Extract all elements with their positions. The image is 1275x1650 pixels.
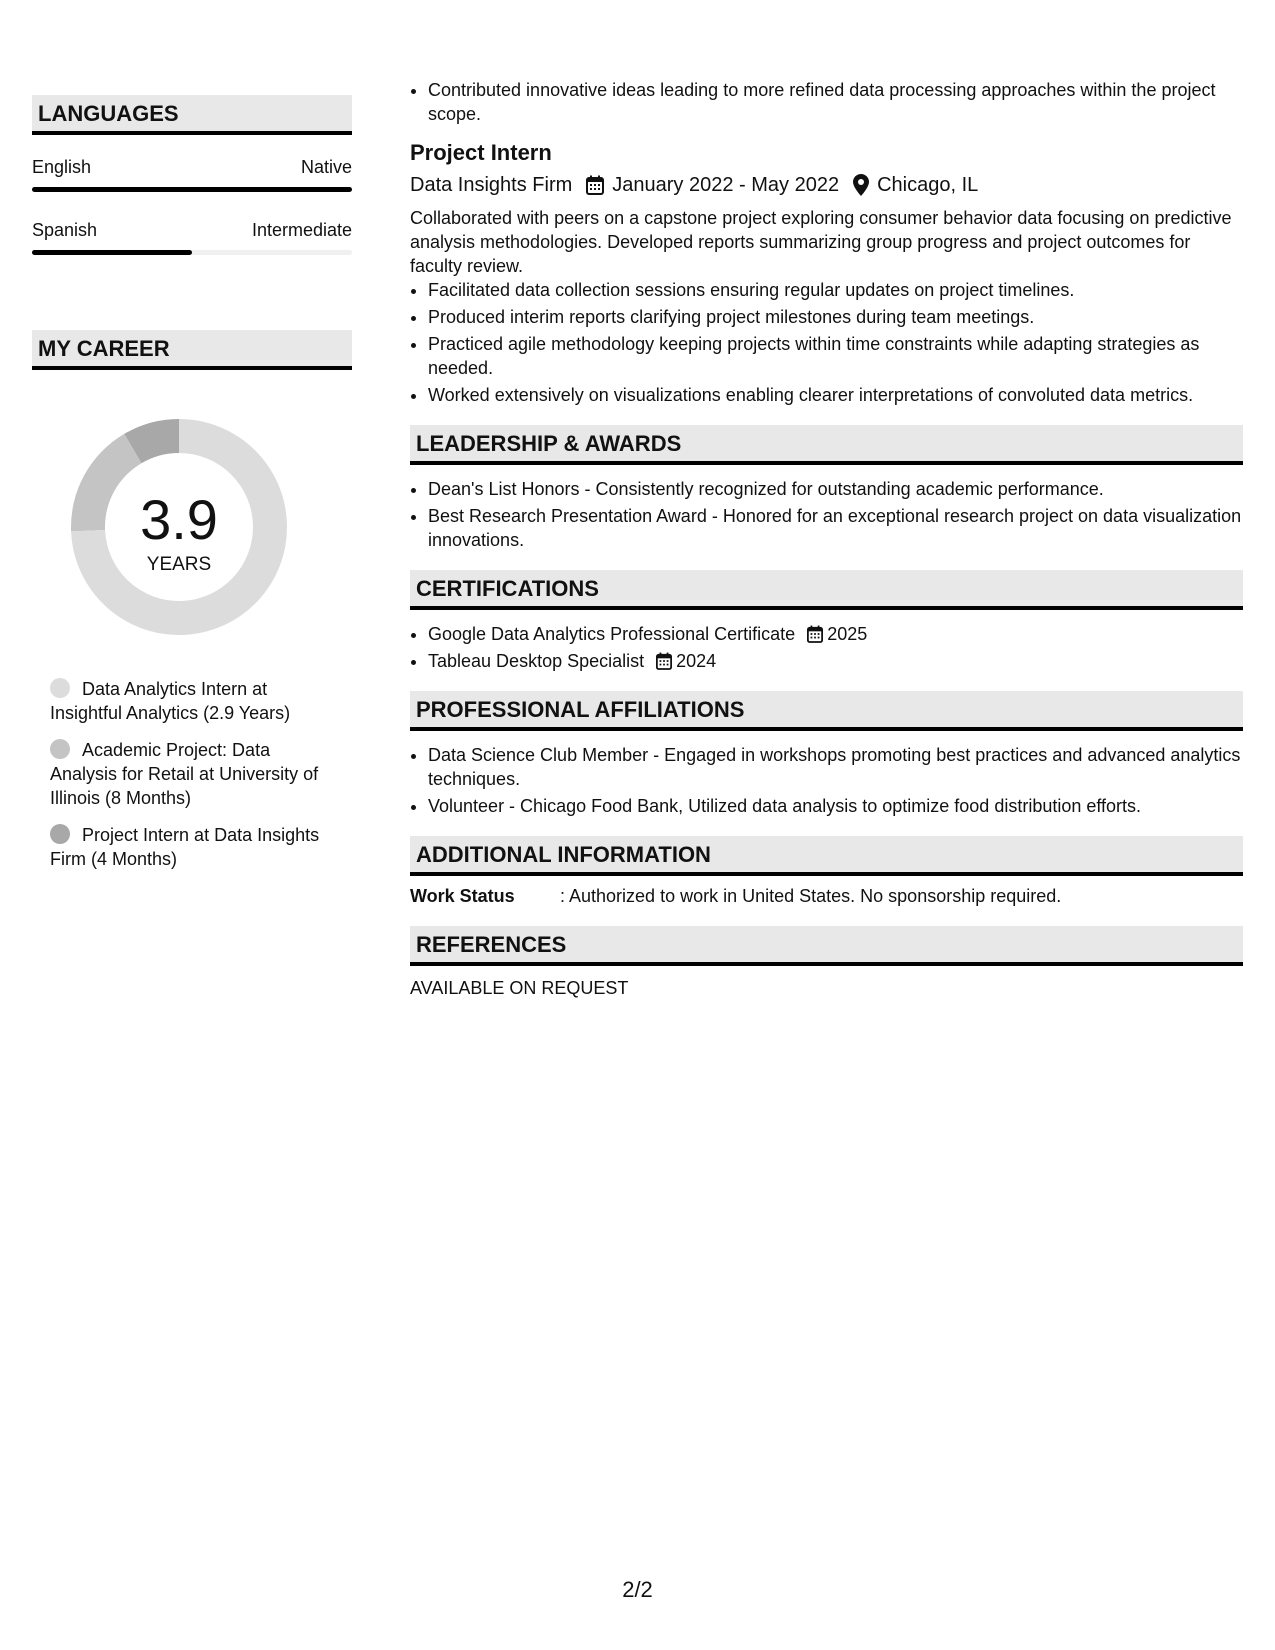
language-bar-fill (32, 250, 192, 255)
affiliations-heading: PROFESSIONAL AFFILIATIONS (410, 691, 1243, 731)
bullet-item: • Contributed innovative ideas leading to more refined data processing approaches within the project scope. (428, 78, 1243, 126)
affiliations-section (410, 691, 1243, 818)
career-legend-item (50, 677, 320, 725)
work-status-value: : Authorized to work in United States. No sponsorship required. (560, 886, 1062, 906)
calendar-icon (656, 652, 672, 670)
work-status-label: Work Status (410, 886, 515, 906)
career-legend-label: Project Intern at Data Insights Firm (4 Months) (50, 825, 320, 869)
sidebar (32, 95, 352, 884)
language-bar (32, 187, 352, 192)
calendar-icon (586, 175, 604, 195)
language-bar-fill (32, 187, 352, 192)
legend-dot-icon (50, 739, 70, 759)
legend-dot-icon (50, 824, 70, 844)
page-number: 2/2 (622, 1577, 653, 1602)
career-legend-item (50, 738, 320, 810)
language-name: English (32, 157, 92, 177)
job-location: Chicago, IL (877, 174, 979, 196)
career-legend-label: Academic Project: Data Analysis for Retail at University of Illinois (8 Months) (50, 740, 319, 808)
certification-item (428, 649, 1243, 673)
language-item (32, 157, 352, 192)
language-name: Spanish (32, 220, 98, 240)
references-section (410, 926, 1243, 1000)
bullet-item: • Worked extensively on visualizations enabling clearer interpretations of convoluted data metrics. (428, 383, 1243, 407)
career-total-unit: YEARS (146, 554, 212, 575)
job-company: Data Insights Firm (410, 174, 573, 196)
career-heading: MY CAREER (32, 330, 352, 370)
leadership-heading: LEADERSHIP & AWARDS (410, 425, 1243, 465)
bullet-item: • Produced interim reports clarifying project milestones during team meetings. (428, 305, 1243, 329)
certification-year: 2024 (676, 651, 717, 671)
certification-year: 2025 (827, 624, 868, 644)
bullet-item: • Best Research Presentation Award - Honored for an exceptional research project on data visualization innovations. (428, 504, 1243, 552)
work-status-row (410, 884, 1243, 908)
bullet-item: • Volunteer - Chicago Food Bank, Utilized data analysis to optimize food distribution efforts. (428, 794, 1243, 818)
leadership-section (410, 425, 1243, 552)
career-total-years: 3.9 (140, 488, 218, 551)
certifications-heading: CERTIFICATIONS (410, 570, 1243, 610)
additional-info-heading: ADDITIONAL INFORMATION (410, 836, 1243, 876)
legend-dot-icon (50, 678, 70, 698)
language-bar (32, 250, 352, 255)
experience-bullets (410, 78, 1243, 126)
additional-info-section (410, 836, 1243, 908)
career-donut-chart (64, 412, 294, 642)
references-text: AVAILABLE ON REQUEST (410, 978, 629, 998)
bullet-item: • Dean's List Honors - Consistently recognized for outstanding academic performance. (428, 477, 1243, 501)
certification-item (428, 622, 1243, 646)
languages-heading: LANGUAGES (32, 95, 352, 135)
certification-name: • Tableau Desktop Specialist (428, 651, 645, 671)
certifications-list (410, 622, 1243, 673)
certifications-section (410, 570, 1243, 673)
job-dates: January 2022 - May 2022 (612, 174, 840, 196)
affiliations-list (410, 743, 1243, 818)
career-legend-label: Data Analytics Intern at Insightful Analytics (2.9 Years) (50, 679, 291, 723)
leadership-list (410, 477, 1243, 552)
language-item (32, 220, 352, 255)
career-legend-item (50, 823, 320, 871)
job-meta (410, 172, 1243, 198)
language-level: Intermediate (251, 220, 352, 240)
bullet-item: • Practiced agile methodology keeping projects within time constraints while adapting strategies as needed. (428, 332, 1243, 380)
bullet-item: • Facilitated data collection sessions ensuring regular updates on project timelines. (428, 278, 1243, 302)
job-bullets (410, 278, 1243, 407)
career-legend (50, 677, 320, 871)
calendar-icon (807, 625, 823, 643)
certification-name: • Google Data Analytics Professional Certificate (428, 624, 796, 644)
references-heading: REFERENCES (410, 926, 1243, 966)
map-pin-icon (853, 174, 869, 196)
main-content (410, 78, 1243, 1000)
bullet-item: • Data Science Club Member - Engaged in workshops promoting best practices and advanced analytics techniques. (428, 743, 1243, 791)
job-title: Project Intern (410, 140, 552, 165)
job-description: Collaborated with peers on a capstone project exploring consumer behavior data focusing on predictive analysis methodologies. Developed reports summarizing group progress and project outcomes for faculty review. (410, 208, 1232, 276)
language-level: Native (300, 157, 352, 177)
